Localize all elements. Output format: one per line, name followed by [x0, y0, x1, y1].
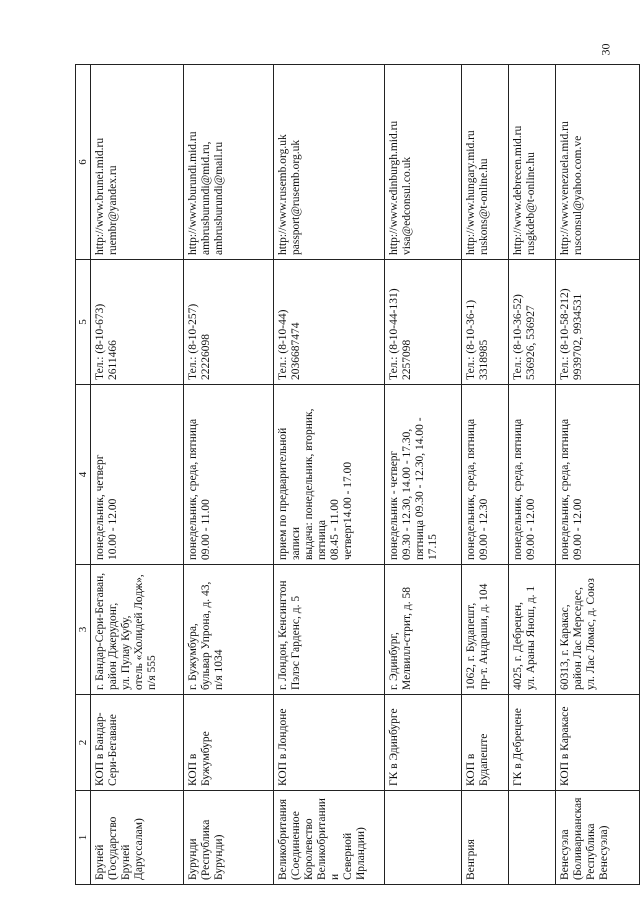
country-line: (Государство	[107, 816, 119, 880]
address-cell	[384, 565, 461, 695]
phone-cell	[556, 260, 640, 385]
contacts-line[interactable]: http://www.edinburgh.mid.ru	[387, 120, 400, 255]
hours-cell	[273, 385, 384, 565]
phone-cell	[508, 260, 555, 385]
phone-line: 3318985	[477, 339, 490, 380]
phone-line: Тел.: (8-10-673) 2611466	[94, 303, 119, 380]
hours-line: пятница	[315, 519, 328, 560]
hours-line: 09.30 - 12.30, 14.00 - 17.30,	[400, 428, 413, 560]
office-cell	[183, 695, 273, 791]
hours-line: 17.15	[426, 534, 439, 560]
address-line: г. Бандар-Сери-Бегаван,	[94, 572, 106, 690]
phone-line: Тел.: (8-10-44-131)	[387, 288, 400, 380]
hours-line: прием по предварительной	[276, 427, 289, 560]
address-line: отель «Холидей Лодж»,	[133, 574, 145, 690]
address-line: 4025, г. Дебрецен,	[511, 601, 524, 690]
contacts-line[interactable]: passport@rusemb.org.uk	[289, 139, 302, 255]
contacts-line[interactable]: rusgkdeb@t-online.hu	[524, 152, 537, 255]
address-cell	[556, 565, 640, 695]
address-line: Пэлэс Гарденс, д. 5	[289, 595, 302, 690]
hours-line: понедельник, среда, пятница	[511, 418, 524, 560]
hours-line: 09.00 - 11.00	[199, 499, 212, 560]
phone-line: 2257098	[400, 339, 413, 380]
column-number: 2	[76, 695, 91, 791]
country-line: Северной	[341, 832, 354, 880]
contacts-line[interactable]: http://www.debrecen.mid.ru	[511, 125, 524, 255]
address-line: бульвар Упрона, д. 43,	[199, 581, 212, 690]
office-line: КОП в Лондоне	[276, 708, 289, 786]
contacts-line[interactable]: ruembr@yandex.ru	[107, 165, 119, 255]
contacts-line[interactable]: http://www.hungary.mid.ru	[464, 130, 477, 255]
address-cell	[183, 565, 273, 695]
country-line: Бруней	[120, 844, 132, 880]
page-number: 30	[598, 43, 613, 56]
column-number: 5	[76, 260, 91, 385]
country-line: (Республика	[199, 819, 212, 880]
address-line: ул. Пулау Кубу,	[120, 615, 132, 690]
address-line: ул. Араны Янош, д. 1	[524, 585, 537, 690]
contacts-line[interactable]: ambrusburundi@mail.ru	[212, 141, 225, 255]
address-cell	[461, 565, 508, 695]
phone-cell	[91, 260, 184, 385]
column-number: 1	[76, 791, 91, 885]
office-line: КОП в Будапеште	[464, 733, 490, 786]
country-cell	[91, 791, 184, 885]
country-line: Венесуэла)	[598, 825, 611, 880]
office-line: КОП в Каракасе	[559, 706, 572, 786]
hours-line: записи	[289, 526, 302, 560]
contacts-line[interactable]: http://www.rusemb.org.uk	[276, 134, 289, 255]
contacts-cell	[273, 65, 384, 260]
country-line: Венгрия	[464, 839, 477, 880]
table-row	[556, 65, 640, 885]
office-cell	[384, 695, 461, 791]
contacts-line[interactable]: ambrusburundi@mid.ru,	[199, 141, 212, 255]
contacts-cell	[384, 65, 461, 260]
table-row	[183, 65, 273, 885]
phone-line: Тел.: (8-10-36-52)	[511, 294, 524, 380]
phone-cell	[183, 260, 273, 385]
column-number: 4	[76, 385, 91, 565]
country-cell	[556, 791, 640, 885]
country-line: Великобритания	[276, 798, 289, 880]
table-row	[273, 65, 384, 885]
hours-line: понедельник, четверг	[94, 454, 106, 560]
address-line: г. Эдинбург,	[387, 632, 400, 690]
address-cell	[91, 565, 184, 695]
phone-line: 536926, 536927	[524, 305, 537, 380]
hours-cell	[461, 385, 508, 565]
phone-cell	[273, 260, 384, 385]
contacts-cell	[508, 65, 555, 260]
hours-line: 09.00 - 12.30	[477, 498, 490, 560]
office-cell	[508, 695, 555, 791]
contacts-cell	[556, 65, 640, 260]
address-line: п/я 555	[146, 655, 158, 690]
hours-line: выдача: понедельник, вторник,	[302, 408, 315, 560]
country-line: Великобритании и	[315, 798, 341, 880]
column-number: 6	[76, 65, 91, 260]
phone-line: Тел.: (8-10-58-212)	[559, 288, 572, 380]
contacts-line[interactable]: http://www.venezuela.mid.ru	[559, 121, 572, 255]
contacts-line[interactable]: http://www.brunei.mid.ru	[94, 137, 106, 255]
country-line: Республика	[585, 823, 598, 880]
office-cell	[461, 695, 508, 791]
hours-line: понедельник, среда, пятница	[464, 418, 477, 560]
hours-line: понедельник, среда, пятница	[559, 418, 572, 560]
country-line: Даруссалам)	[133, 818, 145, 880]
hours-cell	[91, 385, 184, 565]
office-line: Сери-Бегаване	[107, 714, 119, 786]
hours-cell	[556, 385, 640, 565]
table-row	[508, 65, 555, 885]
country-line: Бурунди)	[212, 834, 225, 880]
contacts-cell	[91, 65, 184, 260]
phone-cell	[461, 260, 508, 385]
address-cell	[273, 565, 384, 695]
address-line: 60313, г. Каракас,	[559, 604, 572, 690]
country-line: Королевство	[302, 818, 315, 880]
address-line: район Лас Мерседес,	[572, 586, 585, 690]
address-line: г. Бужумбура,	[186, 623, 199, 690]
contacts-line[interactable]: visa@edconsul.co.uk	[400, 156, 413, 255]
rotated-table-wrapper	[75, 65, 640, 885]
contacts-line[interactable]: ruskons@t-online.hu	[477, 158, 490, 255]
country-line: (Боливарианская	[572, 797, 585, 880]
phone-line: Тел.: (8-10-36-1)	[464, 299, 477, 380]
hours-cell	[384, 385, 461, 565]
country-cell	[508, 791, 555, 885]
hours-cell	[183, 385, 273, 565]
hours-line: 08.45 - 11.00	[328, 499, 341, 560]
phone-line: 9939702, 9934531	[572, 293, 585, 380]
country-cell	[461, 791, 508, 885]
column-number-row	[76, 65, 91, 885]
address-line: п/я 1034	[212, 649, 225, 690]
hours-line: четверг14.00 - 17.00	[341, 461, 354, 560]
hours-cell	[508, 385, 555, 565]
hours-line: 09.00 - 12.00	[572, 498, 585, 560]
hours-line: понедельник - четверг	[387, 450, 400, 560]
office-cell	[273, 695, 384, 791]
table-row	[91, 65, 184, 885]
country-line: Бурунди	[186, 838, 199, 880]
contacts-line[interactable]: http://www.burundi.mid.ru	[186, 131, 199, 255]
country-line: Ирландии)	[354, 827, 367, 880]
country-cell	[273, 791, 384, 885]
phone-cell	[384, 260, 461, 385]
country-line: Венесуэла	[559, 829, 572, 880]
address-cell	[508, 565, 555, 695]
hours-line: пятница 09.30 - 12.30, 14.00 -	[413, 417, 426, 560]
hours-line: 10.00 - 12.00	[107, 498, 119, 560]
column-number: 3	[76, 565, 91, 695]
hours-line: 09.00 - 12.00	[524, 498, 537, 560]
contacts-cell	[183, 65, 273, 260]
office-line: КОП в Бужумбуре	[186, 731, 212, 786]
address-line: г. Лондон, Кенсингтон	[276, 580, 289, 690]
office-line: ГК в Эдинбурге	[387, 708, 400, 786]
contacts-cell	[461, 65, 508, 260]
consulates-table	[75, 64, 640, 885]
table-row	[384, 65, 461, 885]
office-cell	[91, 695, 184, 791]
address-line: 1062, г. Будапешт,	[464, 602, 477, 690]
office-cell	[556, 695, 640, 791]
address-line: район Джерудонг,	[107, 602, 119, 690]
country-cell	[384, 791, 461, 885]
phone-line: Тел.: (8-10-44) 2036687474	[276, 309, 302, 380]
address-line: пр-т. Андраши, д. 104	[477, 583, 490, 690]
hours-line: понедельник, среда, пятница	[186, 418, 199, 560]
office-line: КОП в Бандар-	[94, 712, 106, 786]
contacts-line[interactable]: rusconsul@yahoo.com.ve	[572, 135, 585, 255]
office-line: ГК в Дебрецене	[511, 708, 524, 786]
phone-line: Тел.: (8-10-257) 22226098	[186, 303, 212, 380]
country-line: (Соединенное	[289, 811, 302, 880]
country-cell	[183, 791, 273, 885]
table-row	[461, 65, 508, 885]
address-line: Мелвилл-стрит, д. 58	[400, 587, 413, 690]
country-line: Бруней	[94, 844, 106, 880]
address-line: ул. Лас Ломас, д. Союз	[585, 578, 598, 690]
